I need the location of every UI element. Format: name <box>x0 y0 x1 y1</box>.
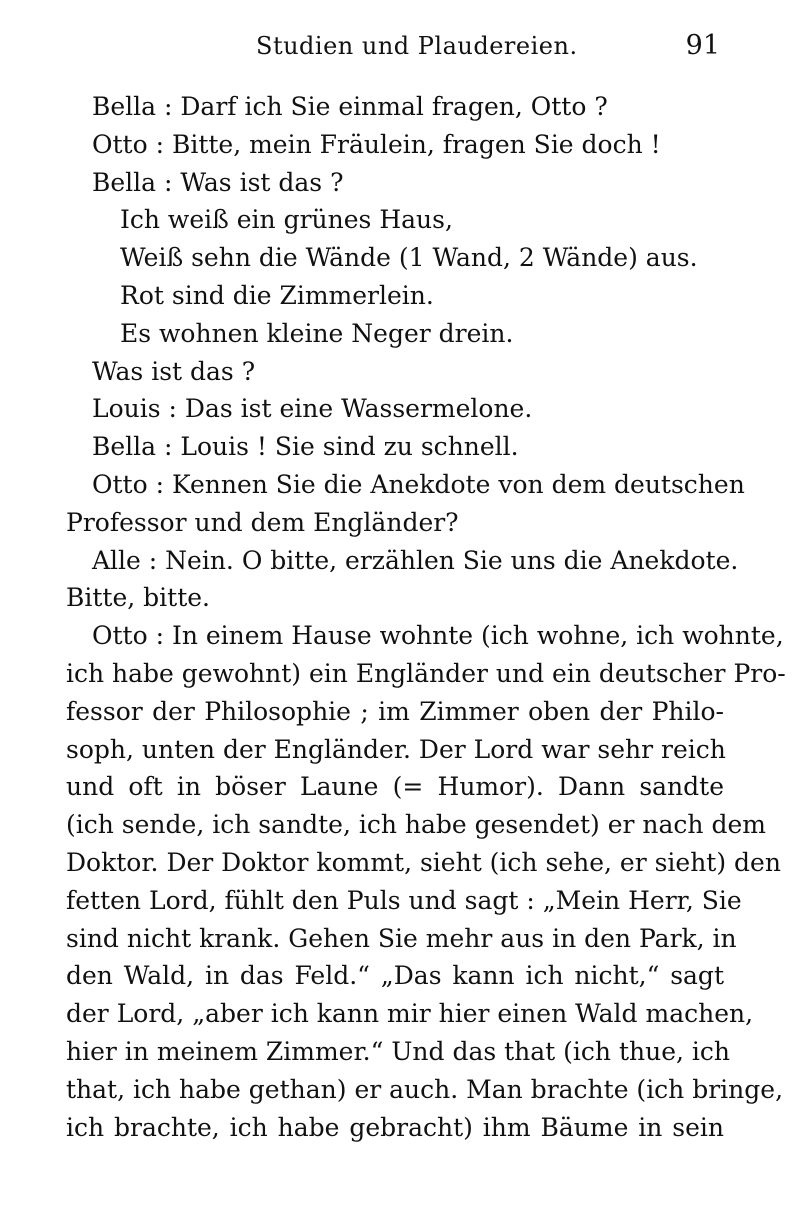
text-line: Bitte, bitte. <box>66 583 210 613</box>
text-line: Doktor. Der Doktor kommt, sieht (ich sehe, er sieht) den <box>66 847 781 877</box>
verse-line: Es wohnen kleine Neger drein. <box>120 318 514 348</box>
running-title: Studien und Plaudereien. <box>256 32 578 60</box>
verse-line: Weiß sehn die Wände (1 Wand, 2 Wände) aus. <box>120 243 698 273</box>
text-line: that, ich habe gethan) er auch. Man brachte (ich bringe, <box>66 1074 784 1104</box>
text-line: Bella : Darf ich Sie einmal fragen, Otto ? <box>92 92 608 121</box>
text-line: ich brachte, ich habe gebracht) ihm Bäume in sein <box>66 1112 724 1142</box>
text-line: Bella : Was ist das ? <box>92 167 344 197</box>
text-line: sind nicht krank. Gehen Sie mehr aus in den Park, in <box>66 923 737 953</box>
page-header <box>66 30 724 70</box>
text-line: und oft in böser Laune (= Humor). Dann sandte <box>66 772 724 802</box>
text-line: Otto : In einem Hause wohnte (ich wohne, ich wohnte, <box>92 621 784 651</box>
text-line: (ich sende, ich sandte, ich habe gesendet) er nach dem <box>66 810 766 840</box>
text-line: fetten Lord, fühlt den Puls und sagt : „Mein Herr, Sie <box>66 885 742 915</box>
verse-line: Ich weiß ein grünes Haus, <box>120 205 453 235</box>
text-line: der Lord, „aber ich kann mir hier einen Wald machen, <box>66 999 754 1029</box>
text-line: hier in meinem Zimmer.“ Und das that (ich thue, ich <box>66 1036 731 1066</box>
text-line: Professor und dem Engländer? <box>66 507 459 537</box>
text-line: soph, unten der Engländer. Der Lord war sehr reich <box>66 734 726 764</box>
text-line: Was ist das ? <box>92 356 256 386</box>
body-text <box>66 88 786 1146</box>
text-line: Louis : Das ist eine Wassermelone. <box>92 394 533 424</box>
page-number: 91 <box>685 30 720 61</box>
text-line: fessor der Philosophie ; im Zimmer oben der Philo- <box>66 696 724 726</box>
text-line: Alle : Nein. O bitte, erzählen Sie uns die Anekdote. <box>92 545 739 575</box>
text-line: Otto : Bitte, mein Fräulein, fragen Sie doch ! <box>92 129 661 159</box>
text-line: Otto : Kennen Sie die Anekdote von dem deutschen <box>92 469 745 499</box>
verse-line: Rot sind die Zimmerlein. <box>120 280 434 310</box>
text-line: ich habe gewohnt) ein Engländer und ein deutscher Pro- <box>66 658 786 688</box>
text-line: Bella : Louis ! Sie sind zu schnell. <box>92 432 519 462</box>
text-line: den Wald, in das Feld.“ „Das kann ich nicht,“ sagt <box>66 961 724 991</box>
